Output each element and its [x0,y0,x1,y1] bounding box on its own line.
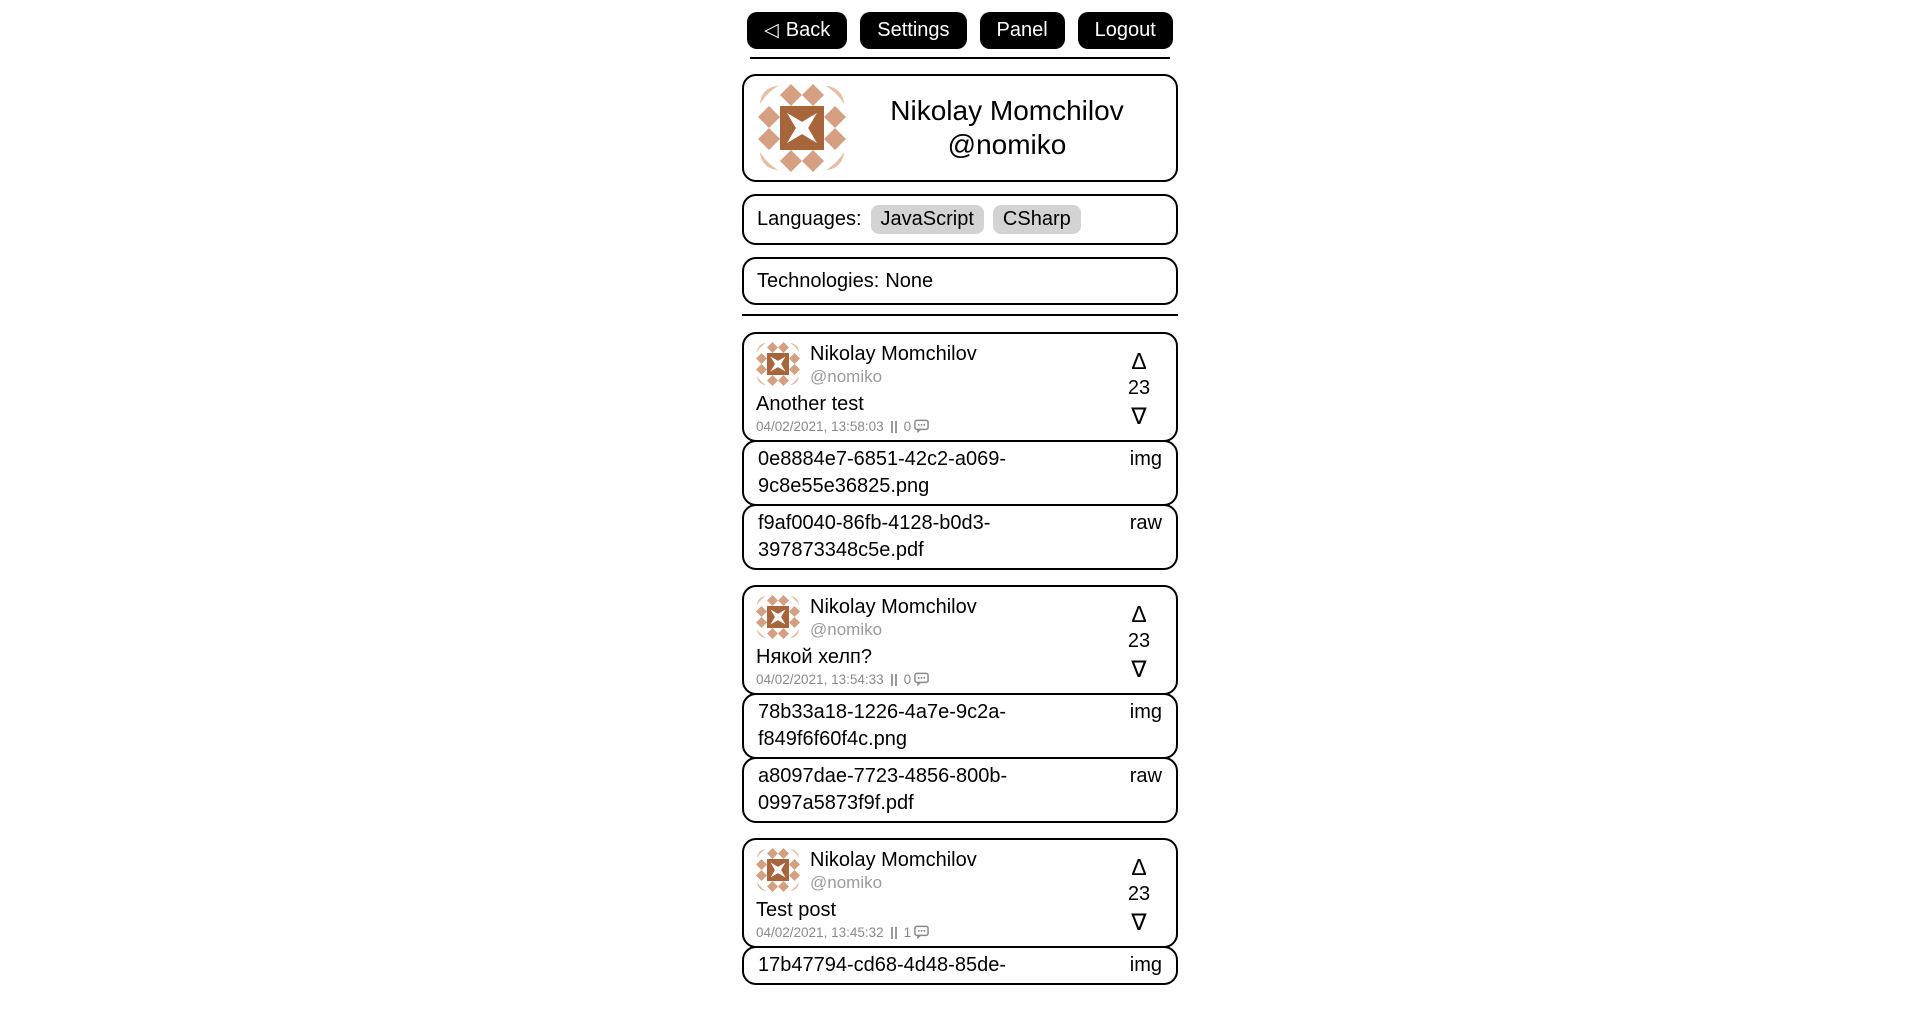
post-author-avatar [756,848,800,892]
post-group [742,585,1178,823]
attachment-filename: f9af0040-86fb-4128-b0d3-397873348c5e.pdf [758,512,991,561]
downvote-button[interactable]: ∇ [1131,402,1147,429]
post-header [756,595,1116,640]
attachment-filename: 78b33a18-1226-4a7e-9c2a-f849f6f60f4c.png [758,701,1006,750]
downvote-button[interactable]: ∇ [1131,908,1147,935]
top-divider [750,57,1170,59]
top-nav [0,0,1920,49]
post-meta [756,925,1116,940]
post-author-name: Nikolay Momchilov [810,596,977,618]
attachment-filename: 0e8884e7-6851-42c2-a069-9c8e55e36825.png [758,448,1006,497]
upvote-button[interactable]: Δ [1131,600,1147,627]
post-card[interactable] [742,585,1178,695]
logout-button[interactable] [1078,12,1173,49]
post-comment-count: 1 [903,925,912,940]
attachment-type-label: img [1129,448,1162,470]
attachment-type-label: raw [1129,765,1162,787]
post-author-handle: @nomiko [810,620,883,639]
meta-separator [891,927,897,939]
meta-separator [891,421,897,433]
post-author-avatar [756,595,800,639]
comment-bubble-icon [914,419,929,434]
languages-label: Languages: [757,208,862,230]
back-button-label: Back [785,19,831,41]
post-comments [904,419,930,434]
post-title: Някой хелп? [756,646,872,668]
posts-divider [742,314,1178,316]
post-author-name: Nikolay Momchilov [810,343,977,365]
attachment-type-label: raw [1129,512,1162,534]
posts-list [742,332,1178,985]
attachment-filename: a8097dae-7723-4856-800b-0997a5873f9f.pdf [758,765,1008,814]
vote-controls [1116,848,1162,940]
panel-button-label: Panel [996,19,1048,41]
vote-count: 23 [1127,376,1151,399]
attachment-row[interactable] [742,440,1178,506]
downvote-button[interactable]: ∇ [1131,655,1147,682]
vote-count: 23 [1127,629,1151,652]
post-group [742,838,1178,985]
post-author-avatar [756,342,800,386]
post-comments [904,925,930,940]
post-meta [756,672,1116,687]
attachment-type-label: img [1129,701,1162,723]
profile-name-block [846,94,1168,162]
upvote-button[interactable]: Δ [1131,853,1147,880]
post-main [756,342,1116,434]
post-comment-count: 0 [903,419,912,434]
logout-button-label: Logout [1094,19,1156,41]
post-card[interactable] [742,838,1178,948]
attachment-row[interactable] [742,946,1178,985]
settings-button[interactable] [860,12,966,49]
comment-bubble-icon [914,672,929,687]
panel-button[interactable] [980,12,1065,49]
attachment-row[interactable] [742,757,1178,823]
post-header [756,848,1116,893]
technologies-label: Technologies: [757,269,880,292]
attachment-row[interactable] [742,504,1178,570]
technologies-value: None [885,269,934,292]
profile-handle: @nomiko [947,129,1067,160]
post-title: Another test [756,393,864,415]
post-timestamp: 04/02/2021, 13:58:03 [756,419,884,434]
back-button[interactable] [747,12,847,49]
languages-card [742,194,1178,245]
post-header [756,342,1116,387]
profile-avatar [758,84,846,172]
post-author-handle: @nomiko [810,367,883,386]
settings-button-label: Settings [877,19,950,41]
post-author-handle: @nomiko [810,873,883,892]
attachment-type-label: img [1129,954,1162,976]
comment-bubble-icon [914,925,929,940]
post-comments [904,672,930,687]
post-timestamp: 04/02/2021, 13:54:33 [756,672,884,687]
upvote-button[interactable]: Δ [1131,347,1147,374]
language-badge-javascript: JavaScript [871,205,984,234]
post-title: Test post [756,899,837,921]
vote-controls [1116,595,1162,687]
profile-card [742,74,1178,182]
post-group [742,332,1178,570]
meta-separator [891,674,897,686]
post-comment-count: 0 [903,672,912,687]
vote-controls [1116,342,1162,434]
post-main [756,595,1116,687]
post-main [756,848,1116,940]
post-author-name: Nikolay Momchilov [810,849,977,871]
attachment-filename: 17b47794-cd68-4d48-85de- [758,954,1006,976]
post-meta [756,419,1116,434]
technologies-card [742,257,1178,305]
attachment-row[interactable] [742,693,1178,759]
post-timestamp: 04/02/2021, 13:45:32 [756,925,884,940]
post-card[interactable] [742,332,1178,442]
language-badge-csharp: CSharp [993,205,1081,234]
vote-count: 23 [1127,882,1151,905]
back-arrow-icon: ◁ [764,20,779,41]
profile-name: Nikolay Momchilov [890,95,1124,126]
